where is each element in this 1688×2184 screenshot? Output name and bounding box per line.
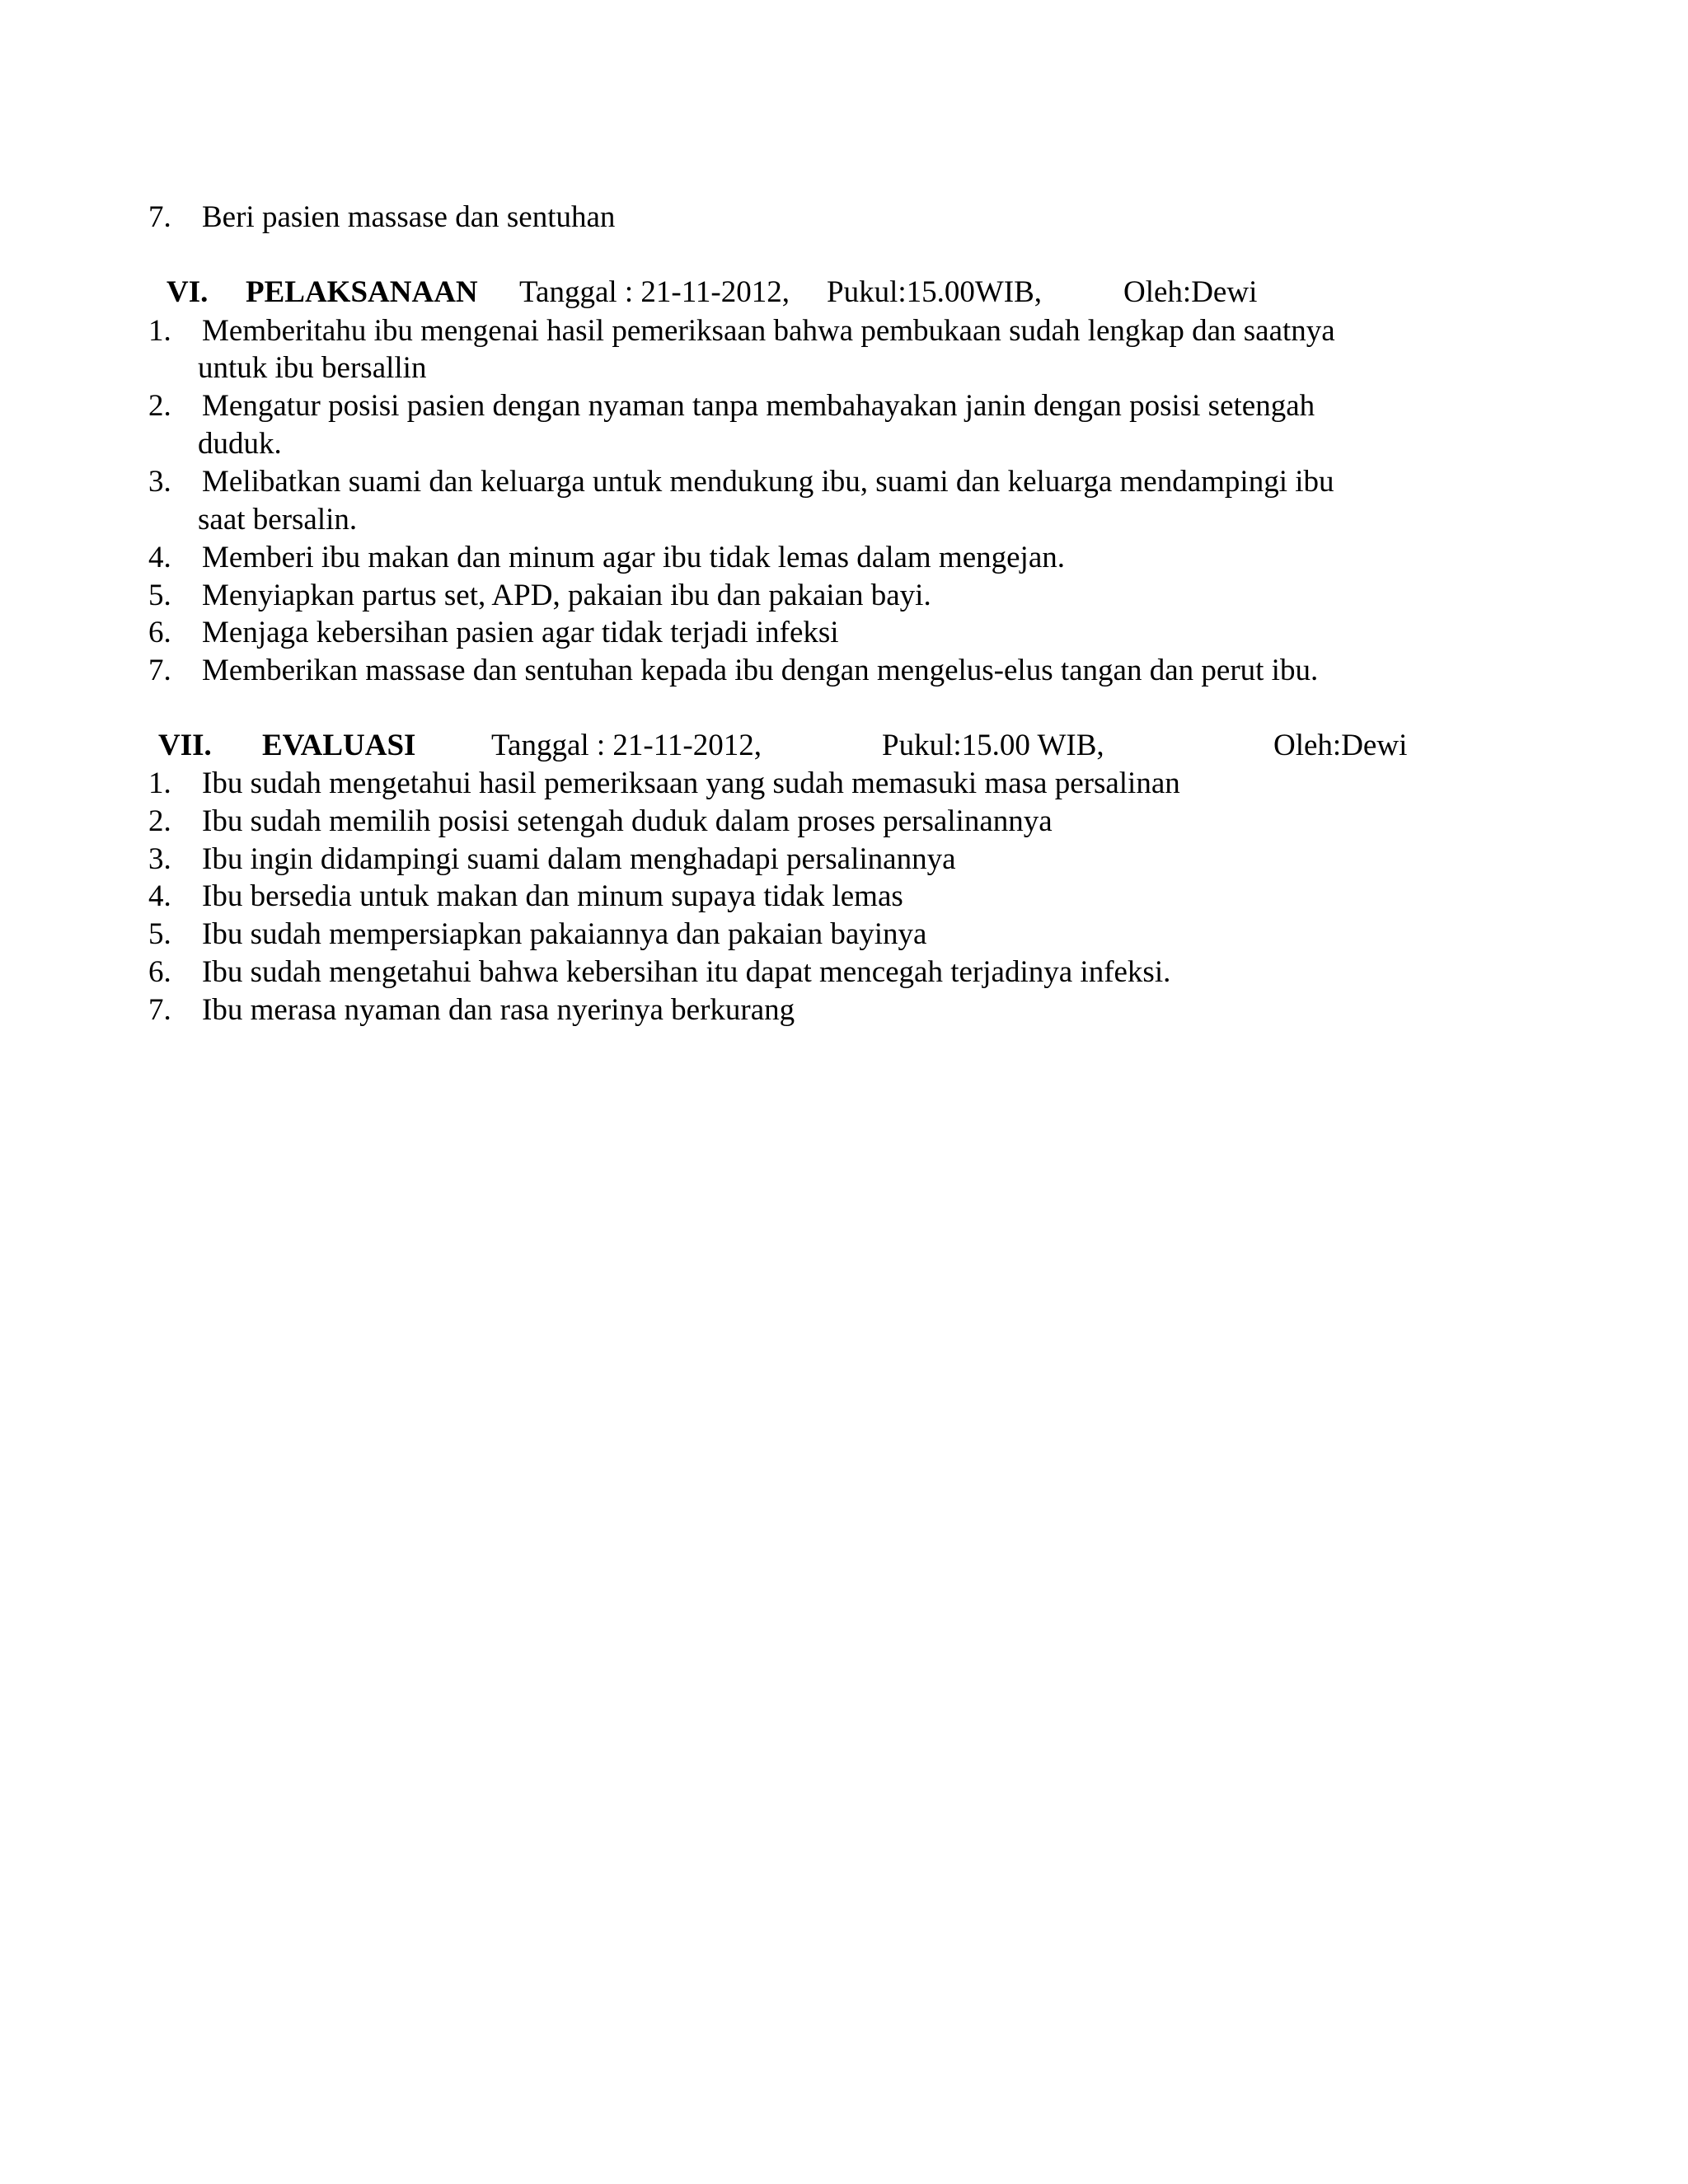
list-item-number: 5. [148,917,171,951]
list-item-text: Ibu ingin didampingi suami dalam menghadapi persalinannya [202,842,956,876]
list-item-number: 2. [148,389,171,423]
section-author: Oleh:Dewi [1273,729,1408,762]
list-item-text: Beri pasien massase dan sentuhan [202,200,616,234]
list-item-number: 7. [148,993,171,1027]
list-item-number: 1. [148,314,171,348]
list-item-text: Memberitahu ibu mengenai hasil pemeriksaan bahwa pembukaan sudah lengkap dan saatnya [202,314,1335,348]
section-roman-numeral: VII. [158,729,212,762]
list-item-text: Menyiapkan partus set, APD, pakaian ibu dan pakaian bayi. [202,579,931,612]
section-title: PELAKSANAAN [246,275,478,309]
list-item-text: Ibu sudah mengetahui bahwa kebersihan itu dapat mencegah terjadinya infeksi. [202,955,1171,989]
list-item-text-continued: saat bersalin. [198,503,358,537]
section-roman-numeral: VI. [166,275,209,309]
section-time: Pukul:15.00 WIB, [882,729,1104,762]
list-item-number: 4. [148,541,171,574]
list-item-number: 4. [148,879,171,913]
section-date: Tanggal : 21-11-2012, [519,275,790,309]
list-item-text-continued: duduk. [198,427,282,461]
section-author: Oleh:Dewi [1123,275,1258,309]
list-item-text: Ibu sudah memilih posisi setengah duduk dalam proses persalinannya [202,804,1053,838]
list-item-number: 6. [148,616,171,649]
list-item-text: Ibu bersedia untuk makan dan minum supaya tidak lemas [202,879,903,913]
list-item-number: 7. [148,200,171,234]
list-item-number: 6. [148,955,171,989]
section-date: Tanggal : 21-11-2012, [491,729,762,762]
list-item-text: Memberikan massase dan sentuhan kepada ibu dengan mengelus-elus tangan dan perut ibu. [202,654,1319,687]
list-item-number: 3. [148,465,171,499]
list-item-number: 5. [148,579,171,612]
list-item-text: Mengatur posisi pasien dengan nyaman tanpa membahayakan janin dengan posisi setengah [202,389,1315,423]
section-title: EVALUASI [262,729,416,762]
list-item-text: Ibu sudah mengetahui hasil pemeriksaan yang sudah memasuki masa persalinan [202,766,1180,800]
list-item-text: Menjaga kebersihan pasien agar tidak terjadi infeksi [202,616,839,649]
list-item-text-continued: untuk ibu bersallin [198,351,427,385]
list-item-text: Melibatkan suami dan keluarga untuk mendukung ibu, suami dan keluarga mendampingi ibu [202,465,1334,499]
list-item-text: Ibu merasa nyaman dan rasa nyerinya berkurang [202,993,795,1027]
list-item-text: Memberi ibu makan dan minum agar ibu tidak lemas dalam mengejan. [202,541,1066,574]
list-item-text: Ibu sudah mempersiapkan pakaiannya dan pakaian bayinya [202,917,927,951]
list-item-number: 2. [148,804,171,838]
list-item-number: 3. [148,842,171,876]
list-item-number: 1. [148,766,171,800]
list-item-number: 7. [148,654,171,687]
section-time: Pukul:15.00WIB, [827,275,1043,309]
